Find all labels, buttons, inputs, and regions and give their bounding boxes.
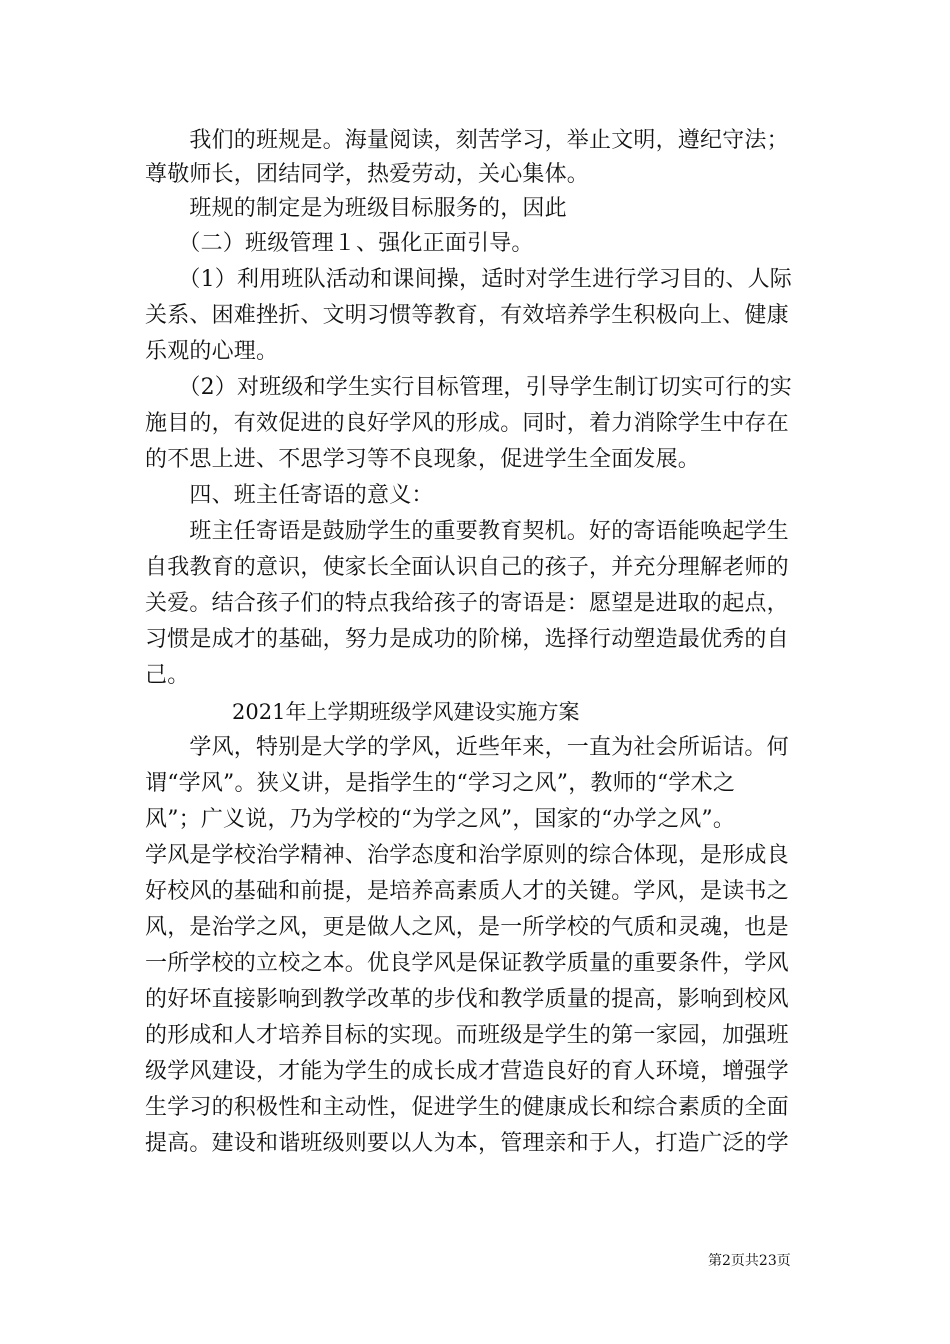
text-line: 一所学校的立校之本。优良学风是保证教学质量的重要条件，学风 <box>145 951 789 976</box>
text-line: 习惯是成才的基础，努力是成功的阶梯，选择行动塑造最优秀的自 <box>145 627 789 652</box>
text-line: 好校风的基础和前提，是培养高素质人才的关键。学风，是读书之 <box>145 879 789 904</box>
text-line: 四、班主任寄语的意义： <box>145 483 434 508</box>
text-line: 的形成和人才培养目标的实现。而班级是学生的第一家园，加强班 <box>145 1023 789 1048</box>
text-line: 尊敬师长，团结同学，热爱劳动，关心集体。 <box>145 162 590 187</box>
text-line: 级学风建设，才能为学生的成长成才营造良好的育人环境，增强学 <box>145 1059 789 1084</box>
text-line: 学风是学校治学精神、治学态度和治学原则的综合体现，是形成良 <box>145 843 789 868</box>
text-line: 关爱。结合孩子们的特点我给孩子的寄语是：愿望是进取的起点， <box>145 591 789 616</box>
text-line: （2）对班级和学生实行目标管理，引导学生制订切实可行的实 <box>145 375 792 400</box>
text-line: 班规的制定是为班级目标服务的，因此 <box>145 196 567 221</box>
text-line: 风，是治学之风，更是做人之风，是一所学校的气质和灵魂，也是 <box>145 915 789 940</box>
text-line: 我们的班规是。海量阅读，刻苦学习，举止文明，遵纪守法； <box>145 128 789 153</box>
page-number: 第2页共23页 <box>708 1253 791 1269</box>
text-line: 己。 <box>145 663 190 688</box>
text-line: （1）利用班队活动和课间操，适时对学生进行学习目的、人际 <box>145 267 792 292</box>
text-line: 风”；广义说，乃为学校的“为学之风”，国家的“办学之风”。 <box>145 807 736 832</box>
text-line: 的不思上进、不思学习等不良现象，促进学生全面发展。 <box>145 447 701 472</box>
text-line: 乐观的心理。 <box>145 339 279 364</box>
text-line: （二）班级管理１、强化正面引导。 <box>145 231 534 256</box>
text-line: 班主任寄语是鼓励学生的重要教育契机。好的寄语能唤起学生 <box>145 519 789 544</box>
text-line: 施目的，有效促进的良好学风的形成。同时，着力消除学生中存在 <box>145 411 789 436</box>
text-line: 关系、困难挫折、文明习惯等教育，有效培养学生积极向上、健康 <box>145 303 789 328</box>
section-title: 2021年上学期班级学风建设实施方案 <box>232 700 580 724</box>
text-line: 的好坏直接影响到教学改革的步伐和教学质量的提高，影响到校风 <box>145 987 789 1012</box>
text-line: 学风，特别是大学的学风，近些年来，一直为社会所诟诘。何 <box>145 735 789 760</box>
text-line: 自我教育的意识，使家长全面认识自己的孩子，并充分理解老师的 <box>145 555 789 580</box>
text-line: 谓“学风”。狭义讲，是指学生的“学习之风”，教师的“学术之 <box>145 771 736 796</box>
text-line: 提高。建设和谐班级则要以人为本，管理亲和于人，打造广泛的学 <box>145 1131 789 1156</box>
text-line: 生学习的积极性和主动性，促进学生的健康成长和综合素质的全面 <box>145 1095 789 1120</box>
